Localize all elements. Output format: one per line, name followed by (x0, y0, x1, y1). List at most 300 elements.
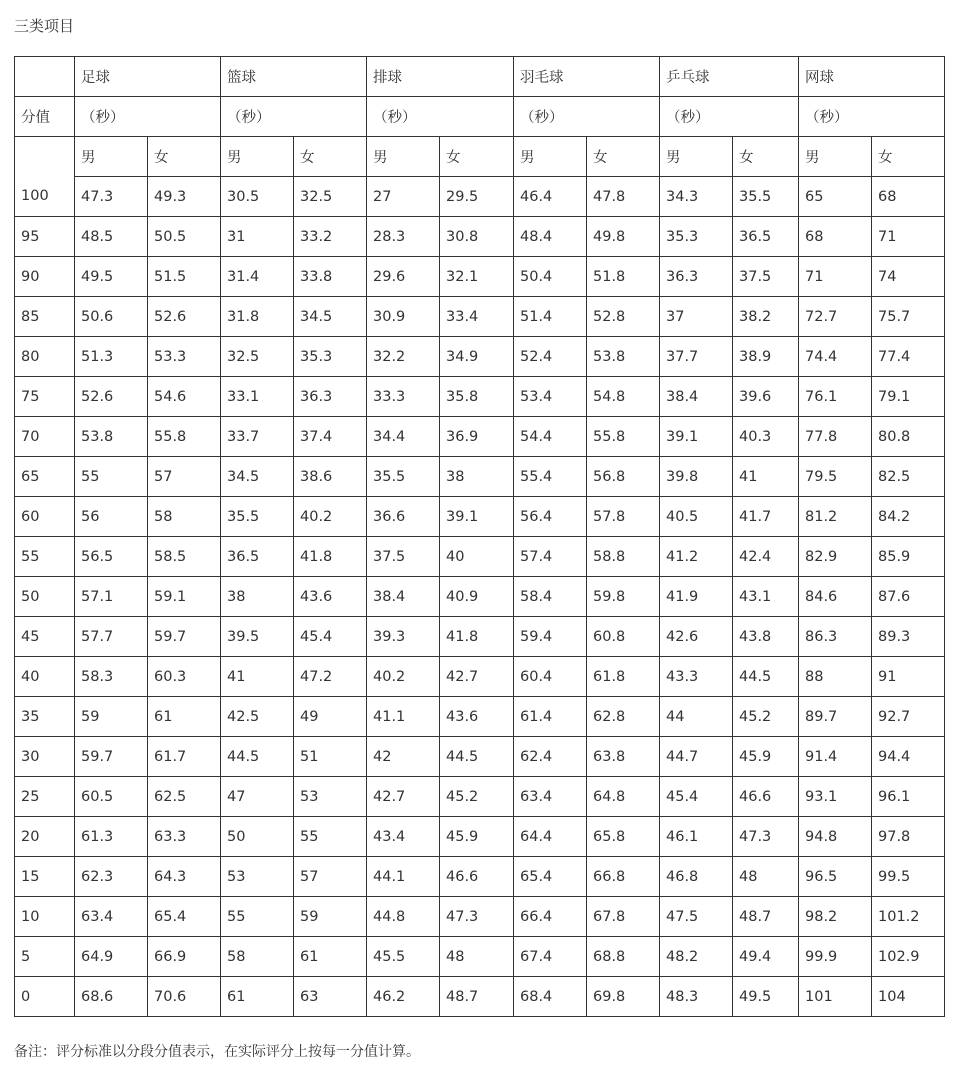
time-value-cell: 43.6 (294, 577, 367, 617)
male-label: 男 (514, 137, 587, 177)
time-value-cell: 30.5 (221, 177, 294, 217)
time-value-cell: 35.5 (733, 177, 799, 217)
time-value-cell: 51.3 (75, 337, 148, 377)
time-value-cell: 71 (872, 217, 945, 257)
time-value-cell: 52.8 (587, 297, 660, 337)
score-value-cell: 95 (15, 217, 75, 257)
score-value-cell: 80 (15, 337, 75, 377)
time-value-cell: 36.3 (660, 257, 733, 297)
time-value-cell: 34.5 (221, 457, 294, 497)
time-value-cell: 45.9 (440, 817, 514, 857)
time-value-cell: 48.4 (514, 217, 587, 257)
score-header-cell (15, 137, 75, 177)
time-value-cell: 36.5 (221, 537, 294, 577)
table-row (15, 497, 945, 537)
time-value-cell: 37 (660, 297, 733, 337)
time-value-cell: 42.4 (733, 537, 799, 577)
time-value-cell: 84.2 (872, 497, 945, 537)
time-value-cell: 37.4 (294, 417, 367, 457)
time-value-cell: 51.8 (587, 257, 660, 297)
time-value-cell: 68 (799, 217, 872, 257)
time-value-cell: 31 (221, 217, 294, 257)
time-value-cell: 38.4 (660, 377, 733, 417)
time-value-cell: 94.4 (872, 737, 945, 777)
time-value-cell: 47.8 (587, 177, 660, 217)
time-value-cell: 46.2 (367, 977, 440, 1017)
time-value-cell: 62.5 (148, 777, 221, 817)
time-value-cell: 28.3 (367, 217, 440, 257)
time-value-cell: 60.5 (75, 777, 148, 817)
time-value-cell: 42.5 (221, 697, 294, 737)
time-value-cell: 89.7 (799, 697, 872, 737)
time-value-cell: 57 (294, 857, 367, 897)
time-value-cell: 43.4 (367, 817, 440, 857)
time-value-cell: 66.8 (587, 857, 660, 897)
time-value-cell: 101.2 (872, 897, 945, 937)
time-value-cell: 74 (872, 257, 945, 297)
time-value-cell: 48.3 (660, 977, 733, 1017)
time-value-cell: 56.8 (587, 457, 660, 497)
time-value-cell: 57.7 (75, 617, 148, 657)
time-value-cell: 77.8 (799, 417, 872, 457)
time-value-cell: 64.4 (514, 817, 587, 857)
time-value-cell: 50.6 (75, 297, 148, 337)
sport-header-table-tennis: 乒乓球 (660, 57, 799, 97)
time-value-cell: 88 (799, 657, 872, 697)
time-value-cell: 79.1 (872, 377, 945, 417)
time-value-cell: 82.5 (872, 457, 945, 497)
time-value-cell: 44.7 (660, 737, 733, 777)
time-value-cell: 68.4 (514, 977, 587, 1017)
time-value-cell: 41.2 (660, 537, 733, 577)
time-value-cell: 35.5 (367, 457, 440, 497)
time-value-cell: 54.8 (587, 377, 660, 417)
time-value-cell: 41.8 (294, 537, 367, 577)
time-value-cell: 43.6 (440, 697, 514, 737)
time-value-cell: 59.7 (75, 737, 148, 777)
time-value-cell: 58.4 (514, 577, 587, 617)
time-value-cell: 39.1 (440, 497, 514, 537)
time-value-cell: 58 (221, 937, 294, 977)
time-value-cell: 58.8 (587, 537, 660, 577)
time-value-cell: 66.4 (514, 897, 587, 937)
time-value-cell: 65.4 (148, 897, 221, 937)
time-value-cell: 63.8 (587, 737, 660, 777)
time-value-cell: 67.4 (514, 937, 587, 977)
time-value-cell: 49.3 (148, 177, 221, 217)
unit-label: （秒） (367, 97, 514, 137)
time-value-cell: 62.8 (587, 697, 660, 737)
time-value-cell: 59 (75, 697, 148, 737)
time-value-cell: 41.7 (733, 497, 799, 537)
time-value-cell: 80.8 (872, 417, 945, 457)
score-value-cell: 25 (15, 777, 75, 817)
time-value-cell: 63.3 (148, 817, 221, 857)
time-value-cell: 51.5 (148, 257, 221, 297)
score-value-cell: 40 (15, 657, 75, 697)
time-value-cell: 38.6 (294, 457, 367, 497)
time-value-cell: 33.7 (221, 417, 294, 457)
time-value-cell: 33.8 (294, 257, 367, 297)
time-value-cell: 35.3 (294, 337, 367, 377)
time-value-cell: 102.9 (872, 937, 945, 977)
unit-label: （秒） (799, 97, 945, 137)
time-value-cell: 43.8 (733, 617, 799, 657)
score-value-cell: 100 (15, 177, 75, 217)
time-value-cell: 46.6 (440, 857, 514, 897)
time-value-cell: 42.6 (660, 617, 733, 657)
time-value-cell: 53.8 (75, 417, 148, 457)
table-row (15, 417, 945, 457)
score-table (14, 56, 945, 1017)
time-value-cell: 39.6 (733, 377, 799, 417)
time-value-cell: 43.3 (660, 657, 733, 697)
time-value-cell: 29.6 (367, 257, 440, 297)
time-value-cell: 98.2 (799, 897, 872, 937)
time-value-cell: 42.7 (440, 657, 514, 697)
table-row (15, 857, 945, 897)
score-header-cell (15, 57, 75, 97)
time-value-cell: 47.2 (294, 657, 367, 697)
time-value-cell: 49.8 (587, 217, 660, 257)
time-value-cell: 61 (294, 937, 367, 977)
time-value-cell: 81.2 (799, 497, 872, 537)
time-value-cell: 45.2 (733, 697, 799, 737)
score-value-cell: 15 (15, 857, 75, 897)
time-value-cell: 57.4 (514, 537, 587, 577)
time-value-cell: 99.5 (872, 857, 945, 897)
female-label: 女 (587, 137, 660, 177)
time-value-cell: 76.1 (799, 377, 872, 417)
time-value-cell: 53.8 (587, 337, 660, 377)
time-value-cell: 70.6 (148, 977, 221, 1017)
footnote: 备注：评分标准以分段分值表示，在实际评分上按每一分值计算。 (14, 1044, 420, 1060)
unit-label: （秒） (75, 97, 221, 137)
time-value-cell: 57.8 (587, 497, 660, 537)
time-value-cell: 92.7 (872, 697, 945, 737)
unit-label: （秒） (221, 97, 367, 137)
time-value-cell: 56 (75, 497, 148, 537)
time-value-cell: 91.4 (799, 737, 872, 777)
score-value-cell: 60 (15, 497, 75, 537)
time-value-cell: 51.4 (514, 297, 587, 337)
time-value-cell: 84.6 (799, 577, 872, 617)
table-row (15, 297, 945, 337)
time-value-cell: 62.3 (75, 857, 148, 897)
time-value-cell: 45.9 (733, 737, 799, 777)
time-value-cell: 40.2 (367, 657, 440, 697)
time-value-cell: 34.5 (294, 297, 367, 337)
time-value-cell: 40.3 (733, 417, 799, 457)
female-label: 女 (294, 137, 367, 177)
table-row (15, 377, 945, 417)
table-row (15, 897, 945, 937)
score-value-cell: 55 (15, 537, 75, 577)
time-value-cell: 46.4 (514, 177, 587, 217)
time-value-cell: 55 (294, 817, 367, 857)
time-value-cell: 30.8 (440, 217, 514, 257)
time-value-cell: 48 (440, 937, 514, 977)
time-value-cell: 49.4 (733, 937, 799, 977)
time-value-cell: 48.7 (733, 897, 799, 937)
time-value-cell: 61.4 (514, 697, 587, 737)
time-value-cell: 44.5 (221, 737, 294, 777)
table-row (15, 977, 945, 1017)
time-value-cell: 60.4 (514, 657, 587, 697)
time-value-cell: 51 (294, 737, 367, 777)
time-value-cell: 38 (440, 457, 514, 497)
time-value-cell: 44.5 (440, 737, 514, 777)
time-value-cell: 40 (440, 537, 514, 577)
time-value-cell: 41.8 (440, 617, 514, 657)
time-value-cell: 43.1 (733, 577, 799, 617)
time-value-cell: 46.6 (733, 777, 799, 817)
time-value-cell: 66.9 (148, 937, 221, 977)
time-value-cell: 60.3 (148, 657, 221, 697)
time-value-cell: 44.1 (367, 857, 440, 897)
female-label: 女 (733, 137, 799, 177)
time-value-cell: 71 (799, 257, 872, 297)
time-value-cell: 65 (799, 177, 872, 217)
time-value-cell: 41.9 (660, 577, 733, 617)
time-value-cell: 41.1 (367, 697, 440, 737)
time-value-cell: 54.6 (148, 377, 221, 417)
time-value-cell: 68.6 (75, 977, 148, 1017)
time-value-cell: 58 (148, 497, 221, 537)
time-value-cell: 59.4 (514, 617, 587, 657)
time-value-cell: 56.5 (75, 537, 148, 577)
time-value-cell: 41 (733, 457, 799, 497)
table-row (15, 737, 945, 777)
male-label: 男 (660, 137, 733, 177)
time-value-cell: 40.9 (440, 577, 514, 617)
time-value-cell: 58.5 (148, 537, 221, 577)
time-value-cell: 45.2 (440, 777, 514, 817)
time-value-cell: 55.8 (587, 417, 660, 457)
time-value-cell: 61 (221, 977, 294, 1017)
time-value-cell: 86.3 (799, 617, 872, 657)
time-value-cell: 32.2 (367, 337, 440, 377)
time-value-cell: 63.4 (514, 777, 587, 817)
time-value-cell: 49.5 (75, 257, 148, 297)
time-value-cell: 62.4 (514, 737, 587, 777)
table-row (15, 217, 945, 257)
score-value-cell: 0 (15, 977, 75, 1017)
time-value-cell: 57.1 (75, 577, 148, 617)
time-value-cell: 57 (148, 457, 221, 497)
table-row (15, 457, 945, 497)
time-value-cell: 31.8 (221, 297, 294, 337)
time-value-cell: 55.8 (148, 417, 221, 457)
time-value-cell: 37.5 (733, 257, 799, 297)
time-value-cell: 33.3 (367, 377, 440, 417)
time-value-cell: 49 (294, 697, 367, 737)
time-value-cell: 85.9 (872, 537, 945, 577)
time-value-cell: 47.5 (660, 897, 733, 937)
time-value-cell: 50.4 (514, 257, 587, 297)
time-value-cell: 33.4 (440, 297, 514, 337)
score-value-cell: 45 (15, 617, 75, 657)
time-value-cell: 27 (367, 177, 440, 217)
score-value-cell: 90 (15, 257, 75, 297)
score-value-cell: 30 (15, 737, 75, 777)
time-value-cell: 53.3 (148, 337, 221, 377)
time-value-cell: 77.4 (872, 337, 945, 377)
time-value-cell: 42 (367, 737, 440, 777)
time-value-cell: 56.4 (514, 497, 587, 537)
time-value-cell: 35.3 (660, 217, 733, 257)
time-value-cell: 48.5 (75, 217, 148, 257)
time-value-cell: 33.1 (221, 377, 294, 417)
time-value-cell: 52.4 (514, 337, 587, 377)
time-value-cell: 38.4 (367, 577, 440, 617)
time-value-cell: 48.2 (660, 937, 733, 977)
female-label: 女 (148, 137, 221, 177)
time-value-cell: 32.1 (440, 257, 514, 297)
time-value-cell: 36.9 (440, 417, 514, 457)
time-value-cell: 69.8 (587, 977, 660, 1017)
page-title: 三类项目 (14, 17, 75, 35)
time-value-cell: 34.3 (660, 177, 733, 217)
male-label: 男 (367, 137, 440, 177)
sport-header-badminton: 羽毛球 (514, 57, 660, 97)
time-value-cell: 87.6 (872, 577, 945, 617)
time-value-cell: 45.4 (294, 617, 367, 657)
time-value-cell: 59 (294, 897, 367, 937)
time-value-cell: 33.2 (294, 217, 367, 257)
time-value-cell: 40.2 (294, 497, 367, 537)
time-value-cell: 36.6 (367, 497, 440, 537)
time-value-cell: 34.4 (367, 417, 440, 457)
score-value-cell: 35 (15, 697, 75, 737)
table-row (15, 257, 945, 297)
time-value-cell: 55 (221, 897, 294, 937)
time-value-cell: 91 (872, 657, 945, 697)
table-row (15, 697, 945, 737)
score-value-cell: 10 (15, 897, 75, 937)
time-value-cell: 47.3 (440, 897, 514, 937)
time-value-cell: 64.9 (75, 937, 148, 977)
score-value-cell: 85 (15, 297, 75, 337)
time-value-cell: 65.8 (587, 817, 660, 857)
time-value-cell: 50.5 (148, 217, 221, 257)
male-label: 男 (799, 137, 872, 177)
sport-header-football: 足球 (75, 57, 221, 97)
time-value-cell: 48 (733, 857, 799, 897)
score-value-cell: 75 (15, 377, 75, 417)
time-value-cell: 37.7 (660, 337, 733, 377)
time-value-cell: 64.8 (587, 777, 660, 817)
time-value-cell: 58.3 (75, 657, 148, 697)
time-value-cell: 50 (221, 817, 294, 857)
time-value-cell: 79.5 (799, 457, 872, 497)
score-value-cell: 65 (15, 457, 75, 497)
time-value-cell: 39.3 (367, 617, 440, 657)
time-value-cell: 39.8 (660, 457, 733, 497)
time-value-cell: 49.5 (733, 977, 799, 1017)
table-row (15, 777, 945, 817)
time-value-cell: 35.5 (221, 497, 294, 537)
time-value-cell: 60.8 (587, 617, 660, 657)
time-value-cell: 44.5 (733, 657, 799, 697)
time-value-cell: 72.7 (799, 297, 872, 337)
table-row (15, 177, 945, 217)
header-row-units (15, 97, 945, 137)
time-value-cell: 35.8 (440, 377, 514, 417)
time-value-cell: 61.7 (148, 737, 221, 777)
time-value-cell: 48.7 (440, 977, 514, 1017)
time-value-cell: 68 (872, 177, 945, 217)
time-value-cell: 46.1 (660, 817, 733, 857)
male-label: 男 (75, 137, 148, 177)
time-value-cell: 41 (221, 657, 294, 697)
table-row (15, 337, 945, 377)
time-value-cell: 94.8 (799, 817, 872, 857)
time-value-cell: 68.8 (587, 937, 660, 977)
time-value-cell: 67.8 (587, 897, 660, 937)
time-value-cell: 38.2 (733, 297, 799, 337)
time-value-cell: 74.4 (799, 337, 872, 377)
time-value-cell: 59.8 (587, 577, 660, 617)
sport-header-volleyball: 排球 (367, 57, 514, 97)
time-value-cell: 82.9 (799, 537, 872, 577)
time-value-cell: 55.4 (514, 457, 587, 497)
time-value-cell: 44 (660, 697, 733, 737)
time-value-cell: 40.5 (660, 497, 733, 537)
time-value-cell: 97.8 (872, 817, 945, 857)
time-value-cell: 32.5 (221, 337, 294, 377)
score-value-cell: 5 (15, 937, 75, 977)
time-value-cell: 39.5 (221, 617, 294, 657)
table-row (15, 817, 945, 857)
time-value-cell: 31.4 (221, 257, 294, 297)
table-row (15, 937, 945, 977)
time-value-cell: 36.5 (733, 217, 799, 257)
time-value-cell: 45.4 (660, 777, 733, 817)
header-row-sports (15, 57, 945, 97)
table-row (15, 537, 945, 577)
time-value-cell: 42.7 (367, 777, 440, 817)
time-value-cell: 47.3 (75, 177, 148, 217)
male-label: 男 (221, 137, 294, 177)
time-value-cell: 55 (75, 457, 148, 497)
time-value-cell: 99.9 (799, 937, 872, 977)
time-value-cell: 39.1 (660, 417, 733, 457)
time-value-cell: 61.3 (75, 817, 148, 857)
score-value-cell: 50 (15, 577, 75, 617)
time-value-cell: 53 (294, 777, 367, 817)
time-value-cell: 53 (221, 857, 294, 897)
header-row-gender (15, 137, 945, 177)
table-row (15, 657, 945, 697)
female-label: 女 (440, 137, 514, 177)
time-value-cell: 59.7 (148, 617, 221, 657)
time-value-cell: 96.5 (799, 857, 872, 897)
table-row (15, 577, 945, 617)
sport-header-tennis: 网球 (799, 57, 945, 97)
time-value-cell: 36.3 (294, 377, 367, 417)
time-value-cell: 104 (872, 977, 945, 1017)
unit-label: （秒） (514, 97, 660, 137)
time-value-cell: 29.5 (440, 177, 514, 217)
time-value-cell: 93.1 (799, 777, 872, 817)
time-value-cell: 52.6 (75, 377, 148, 417)
time-value-cell: 38 (221, 577, 294, 617)
table-row (15, 617, 945, 657)
score-label: 分值 (15, 97, 75, 137)
unit-label: （秒） (660, 97, 799, 137)
time-value-cell: 65.4 (514, 857, 587, 897)
